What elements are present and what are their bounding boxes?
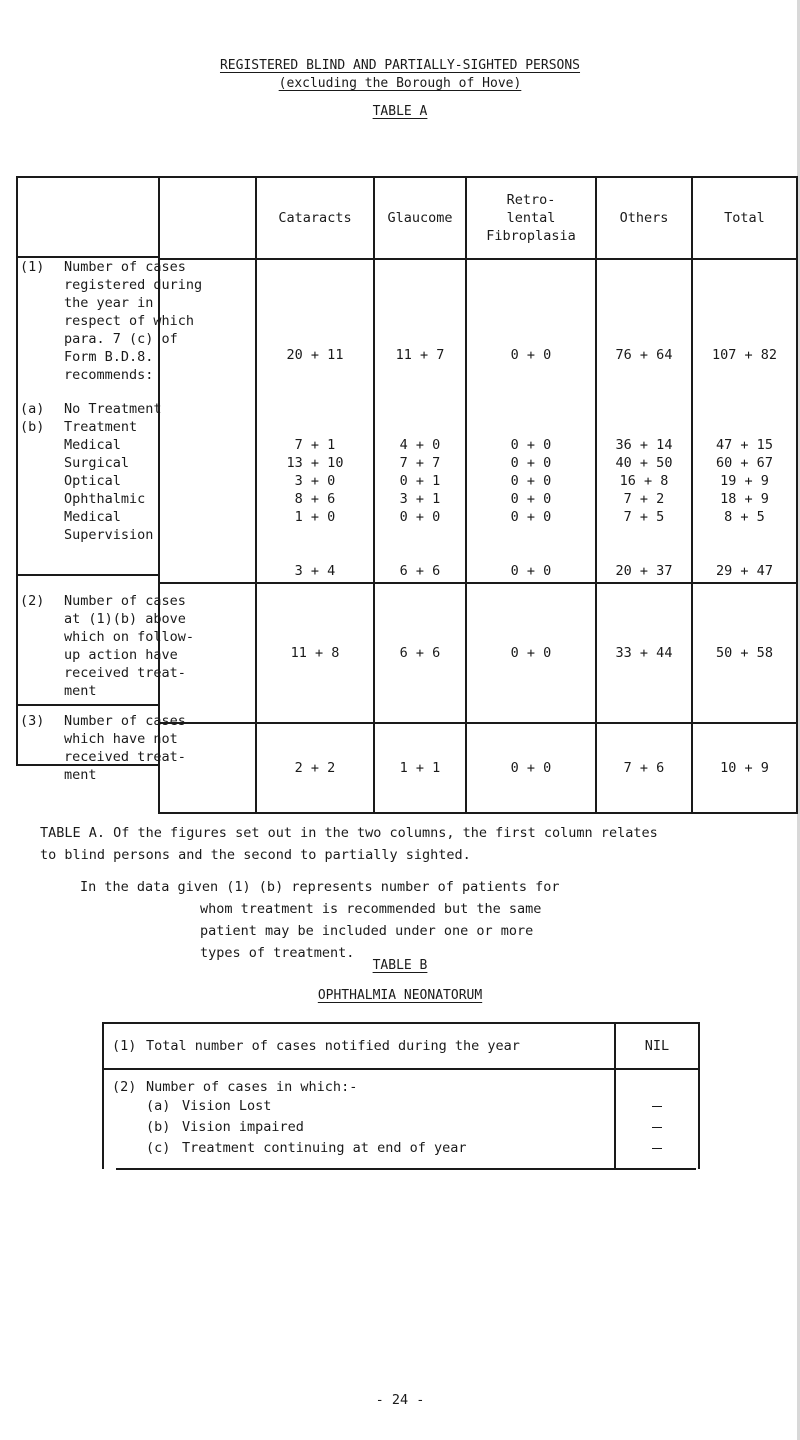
table-b-row-1-value: NIL: [615, 1023, 699, 1069]
section-2-total: 50 + 58: [692, 583, 797, 723]
divider: [16, 574, 158, 576]
table-a-header-row: [159, 177, 797, 259]
dash-mark: [652, 1127, 662, 1128]
value-cell: 6 + 6: [399, 563, 441, 579]
col-cataracts: Cataracts: [256, 177, 374, 259]
row-label: (b): [20, 419, 45, 435]
col-retrolental-l3: Fibroplasia: [486, 228, 576, 244]
desc-line: which on follow-: [64, 629, 195, 645]
section-3-num: (3): [20, 713, 45, 729]
table-b-bottom-rule: [116, 1168, 696, 1170]
desc-line: Number of cases: [64, 713, 186, 729]
note-paragraph-2: [80, 876, 800, 964]
value-cell: 29 + 47: [716, 563, 773, 579]
desc-line: received treat-: [64, 749, 186, 765]
section-2-retrolental: 0 + 0: [466, 583, 596, 723]
value-cell: 1 + 0: [294, 509, 336, 525]
value-cell: 8 + 6: [294, 491, 336, 507]
row-name: Treatment: [64, 419, 138, 435]
col-retrolental: [466, 177, 596, 259]
value-cell: 47 + 15: [716, 437, 773, 453]
row-label: (a): [20, 401, 45, 417]
note-line: to blind persons and the second to partially sighted.: [40, 847, 471, 863]
value-cell: 40 + 50: [615, 455, 673, 471]
desc-line: ment: [64, 683, 97, 699]
desc-line: received treat-: [64, 665, 186, 681]
table-b-row-1: [103, 1023, 699, 1069]
col-retrolental-l1: Retro-: [506, 192, 556, 208]
section-1-retrolental: [466, 259, 596, 583]
row-name: Medical: [64, 437, 121, 453]
value-cell: 11 + 7: [395, 347, 445, 363]
section-2-cataracts: 11 + 8: [256, 583, 374, 723]
value-cell: 7 + 5: [623, 509, 665, 525]
value-cell: 0 + 0: [510, 491, 552, 507]
table-a-label: TABLE A: [372, 104, 428, 119]
section-2-glaucome: 6 + 6: [374, 583, 466, 723]
section-3-total: 10 + 9: [692, 723, 797, 813]
desc-line: respect of which: [64, 313, 195, 329]
value-cell: 0 + 0: [510, 473, 552, 489]
item-label: (c): [146, 1140, 171, 1156]
section-3-retrolental: 0 + 0: [466, 723, 596, 813]
value-cell: 0 + 1: [399, 473, 441, 489]
desc-line: which have not: [64, 731, 178, 747]
note-paragraph-1: [40, 822, 800, 866]
col-total: Total: [692, 177, 797, 259]
table-b-row-2-text: [103, 1069, 615, 1169]
section-2-others: 33 + 44: [596, 583, 692, 723]
row-name: Surgical: [64, 455, 130, 471]
value-cell: 16 + 8: [619, 473, 669, 489]
value-cell: 4 + 0: [399, 437, 441, 453]
desc-line: ment: [64, 767, 97, 783]
row-name: Ophthalmic: [64, 491, 146, 507]
desc-line: Number of cases: [64, 593, 186, 609]
desc-line: Number of cases: [64, 259, 186, 275]
value-cell: 76 + 64: [615, 347, 673, 363]
col-others: Others: [596, 177, 692, 259]
section-3-glaucome: 1 + 1: [374, 723, 466, 813]
section-2-num: (2): [20, 593, 45, 609]
value-cell: 3 + 0: [294, 473, 336, 489]
row-text: Total number of cases notified during the year: [146, 1038, 520, 1054]
note-line: whom treatment is recommended but the same: [200, 901, 542, 917]
divider: [16, 704, 158, 706]
page-subtitle: (excluding the Borough of Hove): [278, 76, 522, 91]
desc-line: the year in: [64, 295, 154, 311]
section-1-num: (1): [20, 259, 45, 275]
table-b-label: TABLE B: [372, 958, 428, 973]
item-text: Vision impaired: [182, 1119, 304, 1135]
section-1-cataracts: [256, 259, 374, 583]
value-cell: 0 + 0: [399, 509, 441, 525]
value-cell: 0 + 0: [510, 509, 552, 525]
dash-mark: [652, 1148, 662, 1149]
table-a-left-frame: [16, 176, 158, 766]
value-cell: 3 + 4: [294, 563, 336, 579]
page-number: - 24 -: [375, 1392, 425, 1408]
desc-line: at (1)(b) above: [64, 611, 186, 627]
desc-line: recommends:: [64, 367, 154, 383]
value-cell: 7 + 7: [399, 455, 441, 471]
value-cell: 0 + 0: [510, 437, 552, 453]
section-1-glaucome: [374, 259, 466, 583]
value-cell: 7 + 2: [623, 491, 665, 507]
value-cell: 3 + 1: [399, 491, 441, 507]
section-3-cataracts: 2 + 2: [256, 723, 374, 813]
row-name: No Treatment: [64, 401, 162, 417]
value-cell: 19 + 9: [720, 473, 769, 489]
item-text: Vision Lost: [182, 1098, 272, 1114]
table-b: [102, 1022, 700, 1169]
note-line: types of treatment.: [200, 945, 355, 961]
table-b-title: OPHTHALMIA NEONATORUM: [317, 988, 483, 1003]
value-cell: 20 + 37: [615, 563, 673, 579]
page-title: REGISTERED BLIND AND PARTIALLY-SIGHTED PERSONS: [219, 58, 581, 73]
value-cell: 36 + 14: [615, 437, 673, 453]
table-b-row-2: [103, 1069, 699, 1169]
value-cell: 0 + 0: [510, 563, 552, 579]
row-name: Supervision: [64, 527, 154, 543]
value-cell: 7 + 1: [294, 437, 336, 453]
value-cell: 8 + 5: [724, 509, 765, 525]
value-cell: 13 + 10: [286, 455, 344, 471]
row-text: Number of cases in which:-: [146, 1079, 358, 1095]
row-label: (1): [112, 1038, 137, 1054]
section-1-others: [596, 259, 692, 583]
desc-line: registered during: [64, 277, 203, 293]
row-label: (2): [112, 1079, 137, 1095]
dash-mark: [652, 1106, 662, 1107]
value-cell: 107 + 82: [711, 347, 778, 363]
desc-line: Form B.D.8.: [64, 349, 154, 365]
section-1-total: [692, 259, 797, 583]
divider: [16, 256, 158, 258]
desc-line: para. 7 (c) of: [64, 331, 178, 347]
note-line: TABLE A. Of the figures set out in the two columns, the first column relates: [40, 825, 658, 841]
value-cell: 60 + 67: [716, 455, 773, 471]
table-b-row-2-values: [615, 1069, 699, 1169]
item-label: (a): [146, 1098, 171, 1114]
col-retrolental-l2: lental: [506, 210, 556, 226]
item-text: Treatment continuing at end of year: [182, 1140, 467, 1156]
value-cell: 18 + 9: [720, 491, 769, 507]
row-name: Medical: [64, 509, 121, 525]
table-b-row-1-text: [103, 1023, 615, 1069]
row-name: Optical: [64, 473, 121, 489]
item-label: (b): [146, 1119, 171, 1135]
desc-line: up action have: [64, 647, 178, 663]
value-cell: 0 + 0: [510, 347, 552, 363]
col-glaucome: Glaucome: [374, 177, 466, 259]
note-line: In the data given (1) (b) represents number of patients for: [80, 879, 560, 895]
note-line: patient may be included under one or more: [200, 923, 534, 939]
header-blank: [159, 177, 256, 259]
section-3-others: 7 + 6: [596, 723, 692, 813]
value-cell: 20 + 11: [286, 347, 344, 363]
value-cell: 0 + 0: [510, 455, 552, 471]
